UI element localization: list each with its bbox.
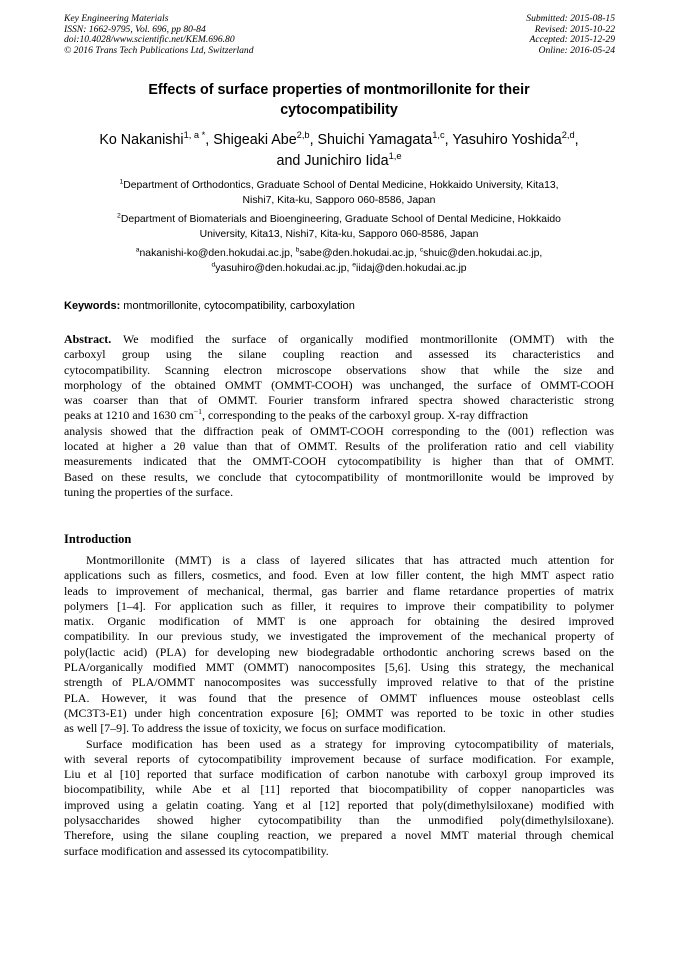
- intro-line: (MC3T3-E1) under high concentration exposure [6]; OMMT was reported to be toxic in other studies: [64, 705, 614, 720]
- intro-line: applications such as fillers, cosmetics, and food. Even at low filler content, the high MMT aspect ratio: [64, 568, 614, 583]
- abstract-line: tuning the properties of the surface.: [64, 484, 234, 499]
- affiliation-1: [58, 179, 620, 208]
- abstract-label: Abstract.: [64, 332, 112, 346]
- intro-line: polymers [1–4]. For application such as filler, it requires to improve their compatibility to polymer: [64, 598, 614, 613]
- email-c: shuic@den.hokudai.ac.jp,: [423, 248, 543, 259]
- intro-line: biocompatibility, while Abe et al [11] reported that biocompatibility of copper nanoparticles was: [64, 782, 614, 797]
- affiliation-2: [58, 213, 620, 242]
- intro-line: as well [7–9]. To address the issue of toxicity, we focus on surface modification.: [64, 721, 446, 736]
- email-d-sup: d: [211, 261, 216, 269]
- introduction-heading: Introduction: [64, 532, 132, 546]
- author-4-tail: ,: [574, 132, 579, 148]
- author-5-sup: 1,e: [388, 151, 402, 162]
- author-5: and Junichiro Iida: [276, 153, 389, 169]
- intro-line: matix. Organic modification of MMT is one approach for obtaining the desired improved: [64, 614, 614, 629]
- journal-issn: ISSN: 1662-9795, Vol. 696, pp 80-84: [64, 23, 206, 35]
- intro-line: Therefore, using the silane coupling reaction, we prepared a novel MMT material through chemical: [64, 828, 614, 843]
- email-e: iidaj@den.hokudai.ac.jp: [356, 262, 467, 274]
- email-d: yasuhiro@den.hokudai.ac.jp,: [215, 262, 353, 274]
- wavenumber-unit-sup: −1: [193, 407, 202, 417]
- title-line-2: cytocompatibility: [280, 102, 398, 118]
- abstract-line: was coarser than that of OMMT. Fourier transform infrared spectra showed characteristic strong: [64, 393, 614, 408]
- abstract: [64, 332, 614, 500]
- abstract-line: carboxyl group using the silane coupling reaction and assessed its characteristics and: [64, 347, 614, 362]
- journal-info: [64, 14, 254, 56]
- intro-line: leads to improvement of mechanical, thermal, gas barrier and flame retardance properties of matrix: [64, 583, 614, 598]
- abstract-line: Abstract. We modified the surface of organically modified montmorillonite (OMMT) with the: [64, 332, 614, 346]
- title-line-1: Effects of surface properties of montmorillonite for their: [148, 82, 530, 98]
- affiliation-2-line-1: [58, 213, 620, 228]
- abstract-line: cytocompatibility. Scanning electron microscope observations show that while the size and: [64, 362, 614, 377]
- affiliation-1-line-2: Nishi7, Kita-ku, Sapporo 060-8586, Japan: [242, 194, 436, 206]
- affiliation-1-text: Department of Orthodontics, Graduate School of Dental Medicine, Hokkaido University, Kita13,: [123, 180, 559, 191]
- publication-dates: [526, 14, 615, 56]
- keywords-label: Keywords:: [64, 300, 121, 312]
- intro-line: compatibility. In our previous study, we investigated the improvement of the mechanical property of: [64, 629, 614, 644]
- date-revised: Revised: 2015-10-22: [534, 23, 615, 35]
- author-line-2: [54, 151, 624, 172]
- keywords: [64, 299, 355, 313]
- emails-line-1: [58, 247, 620, 262]
- journal-name: Key Engineering Materials: [64, 13, 169, 24]
- author-list: [54, 130, 624, 172]
- author-3-sup: 1,c: [432, 130, 445, 141]
- intro-line: surface modification and assessed its cytocompatibility.: [64, 843, 329, 858]
- abstract-line: located at higher a 2θ value than that of OMMT. Results of the proliferation ratio and cell viability: [64, 439, 614, 454]
- date-online: Online: 2016-05-24: [538, 44, 615, 56]
- abstract-line: peaks at 1210 and 1630 $cm^{-1}$, corresponding to the peaks of the carboxyl group. X-ray diffraction: [64, 407, 529, 423]
- emails-line-2: [58, 262, 620, 277]
- paper-title: [64, 80, 614, 120]
- author-3: , Shuichi Yamagata: [309, 132, 433, 148]
- email-b-sup: b: [295, 246, 300, 254]
- intro-line: improved using a gelatin coating. Yang et al [12] reported that poly(dimethylsiloxane) modified with: [64, 797, 614, 812]
- email-e-sup: e: [352, 261, 357, 269]
- intro-line: with several reports of cytocompatibility improvement because of surface modification. For example,: [64, 751, 614, 766]
- affiliation-1-line-1: [58, 179, 620, 194]
- affiliation-1-sup: 1: [119, 178, 124, 186]
- introduction-body: [64, 553, 614, 859]
- author-1-sup: 1, a *: [183, 130, 206, 141]
- abstract-line: Based on these results, we conclude that cytocompatibility of montmorillonite would be improved by: [64, 469, 614, 484]
- intro-line: strength of PLA/OMMT nanocomposites was successfully improved relative to that of the pristine: [64, 675, 614, 690]
- email-b: sabe@den.hokudai.ac.jp,: [299, 248, 420, 259]
- author-emails: [58, 247, 620, 276]
- author-line-1: [54, 130, 624, 151]
- journal-doi: doi:10.4028/www.scientific.net/KEM.696.80: [64, 34, 235, 46]
- intro-line: polysaccharides showed higher cytocompatibility than the unmodified poly(dimethylsiloxane).: [64, 813, 614, 828]
- abstract-line: measurements indicated that the OMMT-COOH cytocompatibility is higher than that of OMMT.: [64, 454, 614, 469]
- intro-line: Surface modification has been used as a strategy for improving cytocompatibility of materials,: [86, 736, 614, 751]
- affiliation-2-sup: 2: [117, 212, 121, 220]
- author-2: , Shigeaki Abe: [205, 132, 297, 148]
- date-accepted: Accepted: 2015-12-29: [529, 34, 615, 46]
- author-1: Ko Nakanishi: [99, 132, 184, 148]
- affiliation-2-line-2: University, Kita13, Nishi7, Kita-ku, Sapporo 060-8586, Japan: [199, 228, 479, 240]
- date-submitted: Submitted: 2015-08-15: [526, 13, 615, 24]
- author-2-sup: 2,b: [296, 130, 310, 141]
- affiliation-2-text: Department of Biomaterials and Bioengineering, Graduate School of Dental Medicine, Hokkaido: [120, 214, 561, 225]
- abstract-line: morphology of the obtained OMMT (OMMT-COOH) was unchanged, the surface of OMMT-COOH: [64, 377, 614, 392]
- intro-line: Liu et al [10] reported that surface modification of carbon nanotube with carboxyl group improved its: [64, 767, 614, 782]
- author-4-sup: 2,d: [561, 130, 575, 141]
- author-4: , Yasuhiro Yoshida: [444, 132, 562, 148]
- intro-line: PLA/organically modified MMT (OMMT) nanocomposites [5,6]. Using this strategy, the mechanical: [64, 660, 614, 675]
- journal-copyright: © 2016 Trans Tech Publications Ltd, Switzerland: [64, 44, 254, 56]
- email-a-sup: a: [135, 246, 140, 254]
- intro-line: PLA. However, it was found that the presence of OMMT influences mouse osteoblast cells: [64, 690, 614, 705]
- abstract-line: analysis showed that the diffraction peak of OMMT-COOH corresponding to the (001) reflection was: [64, 423, 614, 438]
- email-a: nakanishi-ko@den.hokudai.ac.jp,: [139, 248, 296, 259]
- email-c-sup: c: [419, 246, 424, 254]
- keywords-text: montmorillonite, cytocompatibility, carboxylation: [120, 300, 355, 312]
- intro-line: poly(lactic acid) (PLA) for developing new biodegradable orthodontic anchoring screws based on the: [64, 644, 614, 659]
- intro-line: Montmorillonite (MMT) is a class of layered silicates that has attracted much attention for: [86, 553, 614, 567]
